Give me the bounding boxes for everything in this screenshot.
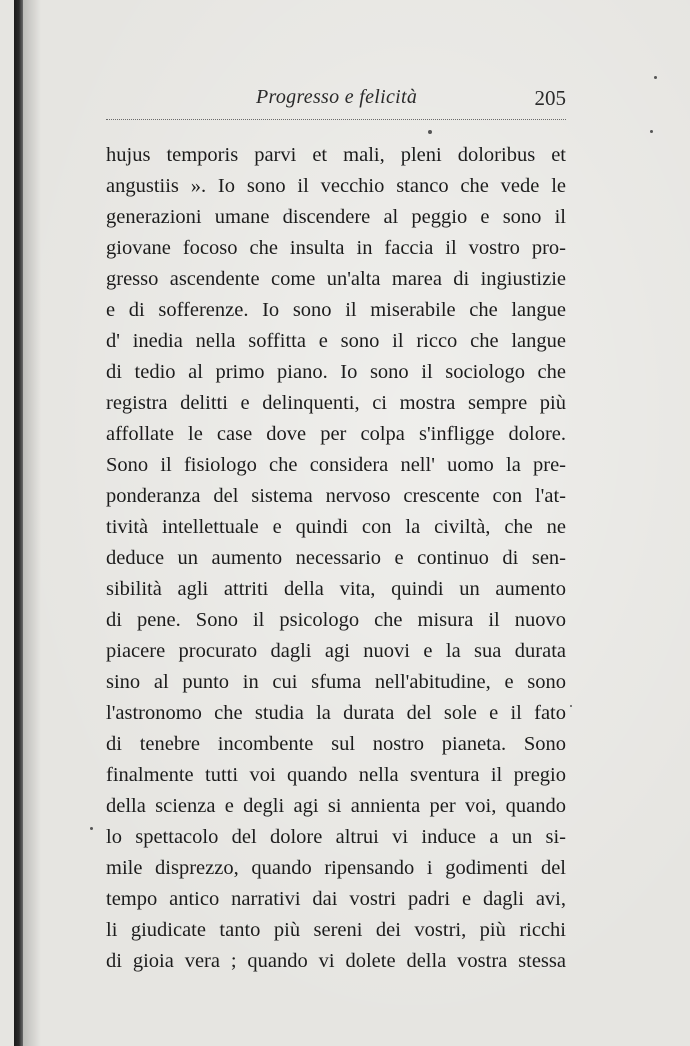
text-line: hujus temporis parvi et mali, pleni doloribus et	[106, 144, 566, 166]
text-line: li giudicate tanto più sereni dei vostri, più ricchi	[106, 919, 566, 941]
book-spine-edge	[14, 0, 23, 1046]
spine-shadow	[23, 0, 41, 1046]
text-line: affollate le case dove per colpa s'infligge dolore.	[106, 423, 566, 445]
text-line: sino al punto in cui sfuma nell'abitudine, e sono	[106, 671, 566, 693]
text-line: generazioni umane discendere al peggio e sono il	[106, 206, 566, 228]
paper-speck	[90, 827, 93, 830]
paper-speck	[650, 130, 653, 133]
running-title: Progresso e felicità	[256, 86, 418, 108]
text-line: e di sofferenze. Io sono il miserabile che langue	[106, 299, 566, 321]
text-line: piacere procurato dagli agi nuovi e la sua durata	[106, 640, 566, 662]
paper-speck	[428, 130, 432, 134]
text-line: deduce un aumento necessario e continuo di sen-	[106, 547, 566, 569]
text-line: lo spettacolo del dolore altrui vi induce a un si-	[106, 826, 566, 848]
text-line: gresso ascendente come un'alta marea di ingiustizie	[106, 268, 566, 290]
text-line: registra delitti e delinquenti, ci mostra sempre più	[106, 392, 566, 414]
text-line: sibilità agli attriti della vita, quindi un aumento	[106, 578, 566, 600]
text-line: angustiis ». Io sono il vecchio stanco che vede le	[106, 175, 566, 197]
text-line: Sono il fisiologo che considera nell' uomo la pre-	[106, 454, 566, 476]
paper-speck	[570, 705, 572, 707]
header-rule	[106, 119, 566, 120]
text-line: di gioia vera ; quando vi dolete della vostra stessa	[106, 950, 566, 972]
page-header	[106, 82, 566, 112]
text-line: tività intellettuale e quindi con la civiltà, che ne	[106, 516, 566, 538]
text-line: della scienza e degli agi si annienta per voi, quando	[106, 795, 566, 817]
page-number: 205	[534, 86, 566, 110]
text-line: tempo antico narrativi dai vostri padri e dagli avi,	[106, 888, 566, 910]
text-line: finalmente tutti voi quando nella sventura il pregio	[106, 764, 566, 786]
text-line: d' inedia nella soffitta e sono il ricco che langue	[106, 330, 566, 352]
text-line: di tedio al primo piano. Io sono il sociologo che	[106, 361, 566, 383]
text-line: di pene. Sono il psicologo che misura il nuovo	[106, 609, 566, 631]
text-line: di tenebre incombente sul nostro pianeta. Sono	[106, 733, 566, 755]
text-line: ponderanza del sistema nervoso crescente con l'at-	[106, 485, 566, 507]
text-line: giovane focoso che insulta in faccia il vostro pro-	[106, 237, 566, 259]
body-text	[106, 140, 566, 977]
text-line: l'astronomo che studia la durata del sole e il fato	[106, 702, 566, 724]
text-line: mile disprezzo, quando ripensando i godimenti del	[106, 857, 566, 879]
paper-speck	[654, 76, 657, 79]
